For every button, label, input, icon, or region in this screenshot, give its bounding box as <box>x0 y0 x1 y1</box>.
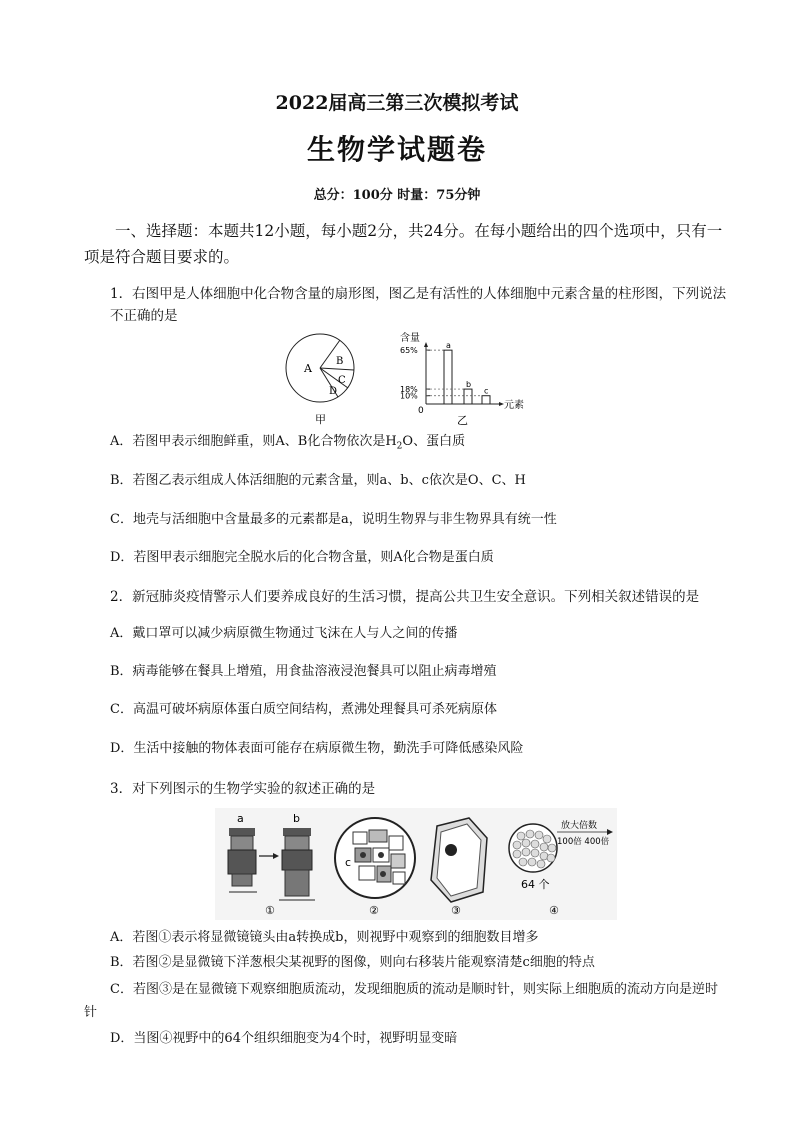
bar-c <box>482 396 490 404</box>
q1-option-a-sub: 2 <box>396 441 403 452</box>
panel-1-label-b: b <box>293 812 300 825</box>
bar-xlabel: 元素 <box>504 400 524 411</box>
panel-2-label-c: c <box>345 856 352 869</box>
bar-b <box>464 389 472 404</box>
bar-origin: 0 <box>418 406 424 416</box>
figure-microscope-panels <box>215 808 617 920</box>
q3-option-b: B．若图②是显微镜下洋葱根尖某视野的图像，则向右移装片能观察清楚c细胞的特点 <box>110 955 595 970</box>
panel-4-label: 放大倍数 <box>561 821 598 831</box>
q3-option-d: D．当图④视野中的64个组织细胞变为4个时，视野明显变暗 <box>110 1031 458 1046</box>
exam-title: 2022届高三第三次模拟考试 <box>275 92 519 114</box>
bar-tick-label-1: 18% <box>400 385 418 395</box>
bar-tick-label-0: 65% <box>400 346 418 356</box>
bar-label-b: b <box>466 380 472 390</box>
panel-1-number: ① <box>265 904 275 917</box>
q2-option-d: D．生活中接触的物体表面可能存在病原微生物，勤洗手可降低感染风险 <box>110 741 524 756</box>
section-intro: 一、选择题：本题共12小题，每小题2分，共24分。在每小题给出的四个选项中，只有一项是符合题目要求的。 <box>84 222 723 266</box>
pie-label-b: B <box>336 356 344 367</box>
question-2-stem: 2．新冠肺炎疫情警示人们要养成良好的生活习惯，提高公共卫生安全意识。下列相关叙述错误的是 <box>110 589 700 605</box>
q1-option-d: D．若图甲表示细胞完全脱水后的化合物含量，则A化合物是蛋白质 <box>110 550 494 565</box>
q1-option-a-pre: A．若图甲表示细胞鲜重，则A、B化合物依次是H <box>110 434 397 449</box>
q2-option-c: C．高温可破坏病原体蛋白质空间结构，煮沸处理餐具可杀死病原体 <box>110 702 497 717</box>
q1-option-b: B．若图乙表示组成人体活细胞的元素含量，则a、b、c依次是O、C、H <box>110 473 526 488</box>
pie-label-c: C <box>338 375 346 386</box>
subject-title: 生物学试题卷 <box>306 133 487 166</box>
panel-3-number: ③ <box>451 904 461 917</box>
q2-option-b: B．病毒能够在餐具上增殖，用食盐溶液浸泡餐具可以阻止病毒增殖 <box>110 664 497 679</box>
figure-bar-yi <box>396 330 536 430</box>
q1-option-a <box>110 432 730 457</box>
pie-label-a: A <box>304 362 312 375</box>
panel-2-number: ② <box>369 904 379 917</box>
q3-option-c: C．若图③是在显微镜下观察细胞质流动，发现细胞质的流动是顺时针，则实际上细胞质的流动方向是逆时针 <box>84 982 718 1020</box>
question-3-stem: 3．对下列图示的生物学实验的叙述正确的是 <box>110 781 376 797</box>
q3-option-a: A．若图①表示将显微镜镜头由a转换成b，则视野中观察到的细胞数目增多 <box>110 930 539 945</box>
q1-option-c: C．地壳与活细胞中含量最多的元素都是a，说明生物界与非生物界具有统一性 <box>110 512 557 527</box>
bar-ylabel: 含量 <box>400 333 420 344</box>
question-1-stem: 1．右图甲是人体细胞中化合物含量的扇形图，图乙是有活性的人体细胞中元素含量的柱形图，下列说法不正确的是 <box>110 286 727 324</box>
bar-tick-label-2: 10% <box>400 391 418 401</box>
q1-option-a-post: O、蛋白质 <box>402 434 466 449</box>
bar-label-a: a <box>446 341 451 351</box>
q2-option-a: A．戴口罩可以减少病原微生物通过飞沫在人与人之间的传播 <box>110 626 458 641</box>
panel-4-count: 64 个 <box>521 878 550 891</box>
exam-meta: 总分：100分 时量：75分钟 <box>313 188 481 203</box>
pie-label-d: D <box>329 386 338 397</box>
pie-caption: 甲 <box>315 413 326 426</box>
panel-1-label-a: a <box>237 812 244 825</box>
panel-4-number: ④ <box>549 904 559 917</box>
bar-label-c: c <box>484 386 489 396</box>
figure-pie-jia <box>282 330 362 430</box>
bar-caption: 乙 <box>457 414 468 427</box>
panel-4-ratio: 100倍 400倍 <box>557 837 610 847</box>
